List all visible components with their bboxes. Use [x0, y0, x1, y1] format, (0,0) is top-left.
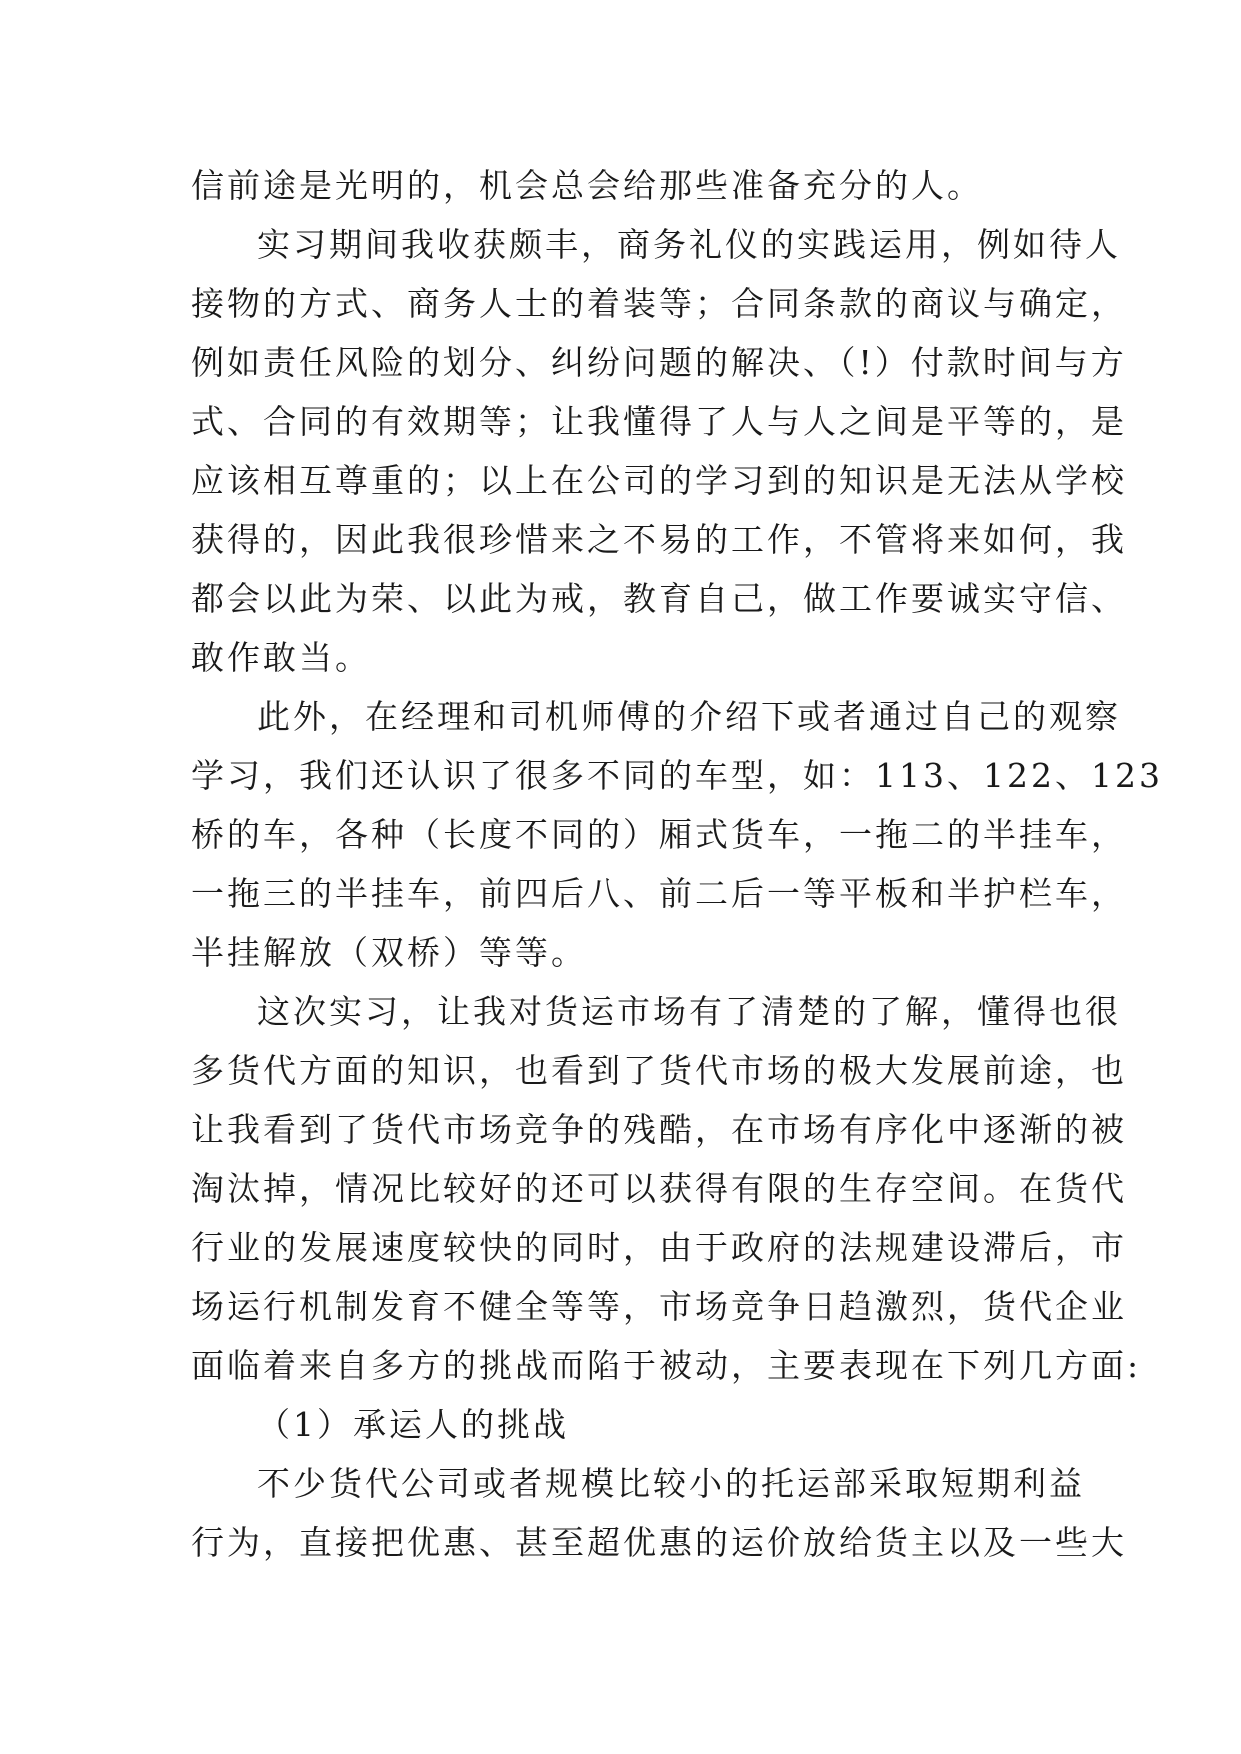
- text-line: 桥的车，各种（长度不同的）厢式货车，一拖二的半挂车，: [191, 815, 1127, 854]
- text-line: 获得的，因此我很珍惜来之不易的工作，不管将来如何，我: [191, 520, 1127, 559]
- text-line: 学习，我们还认识了很多不同的车型，如：113、122、123: [191, 756, 1163, 795]
- text-line: 面临着来自多方的挑战而陷于被动，主要表现在下列几方面:: [191, 1346, 1142, 1385]
- text-line: 行业的发展速度较快的同时，由于政府的法规建设滞后，市: [191, 1228, 1127, 1267]
- section-heading: （1）承运人的挑战: [257, 1405, 569, 1444]
- text-line: 淘汰掉，情况比较好的还可以获得有限的生存空间。在货代: [191, 1169, 1127, 1208]
- text-line: 式、合同的有效期等；让我懂得了人与人之间是平等的，是: [191, 402, 1127, 441]
- text-line: 半挂解放（双桥）等等。: [191, 933, 587, 972]
- text-line: 行为，直接把优惠、甚至超优惠的运价放给货主以及一些大: [191, 1523, 1127, 1562]
- text-line: 信前途是光明的，机会总会给那些准备充分的人。: [191, 166, 983, 205]
- text-line: 应该相互尊重的；以上在公司的学习到的知识是无法从学校: [191, 461, 1127, 500]
- text-line: 例如责任风险的划分、纠纷问题的解决、（!）付款时间与方: [191, 343, 1127, 382]
- text-line: 实习期间我收获颇丰，商务礼仪的实践运用，例如待人: [257, 225, 1121, 264]
- text-line: 都会以此为荣、以此为戒，教育自己，做工作要诚实守信、: [191, 579, 1127, 618]
- text-line: 接物的方式、商务人士的着装等；合同条款的商议与确定，: [191, 284, 1127, 323]
- text-line: 不少货代公司或者规模比较小的托运部采取短期利益: [257, 1464, 1085, 1503]
- text-line: 一拖三的半挂车，前四后八、前二后一等平板和半护栏车，: [191, 874, 1127, 913]
- text-line: 场运行机制发育不健全等等，市场竞争日趋激烈，货代企业: [191, 1287, 1127, 1326]
- text-line: 敢作敢当。: [191, 638, 371, 677]
- text-line: 这次实习，让我对货运市场有了清楚的了解，懂得也很: [257, 992, 1121, 1031]
- text-line: 此外，在经理和司机师傅的介绍下或者通过自己的观察: [257, 697, 1121, 736]
- text-line: 多货代方面的知识，也看到了货代市场的极大发展前途，也: [191, 1051, 1127, 1090]
- text-line: 让我看到了货代市场竞争的残酷，在市场有序化中逐渐的被: [191, 1110, 1127, 1149]
